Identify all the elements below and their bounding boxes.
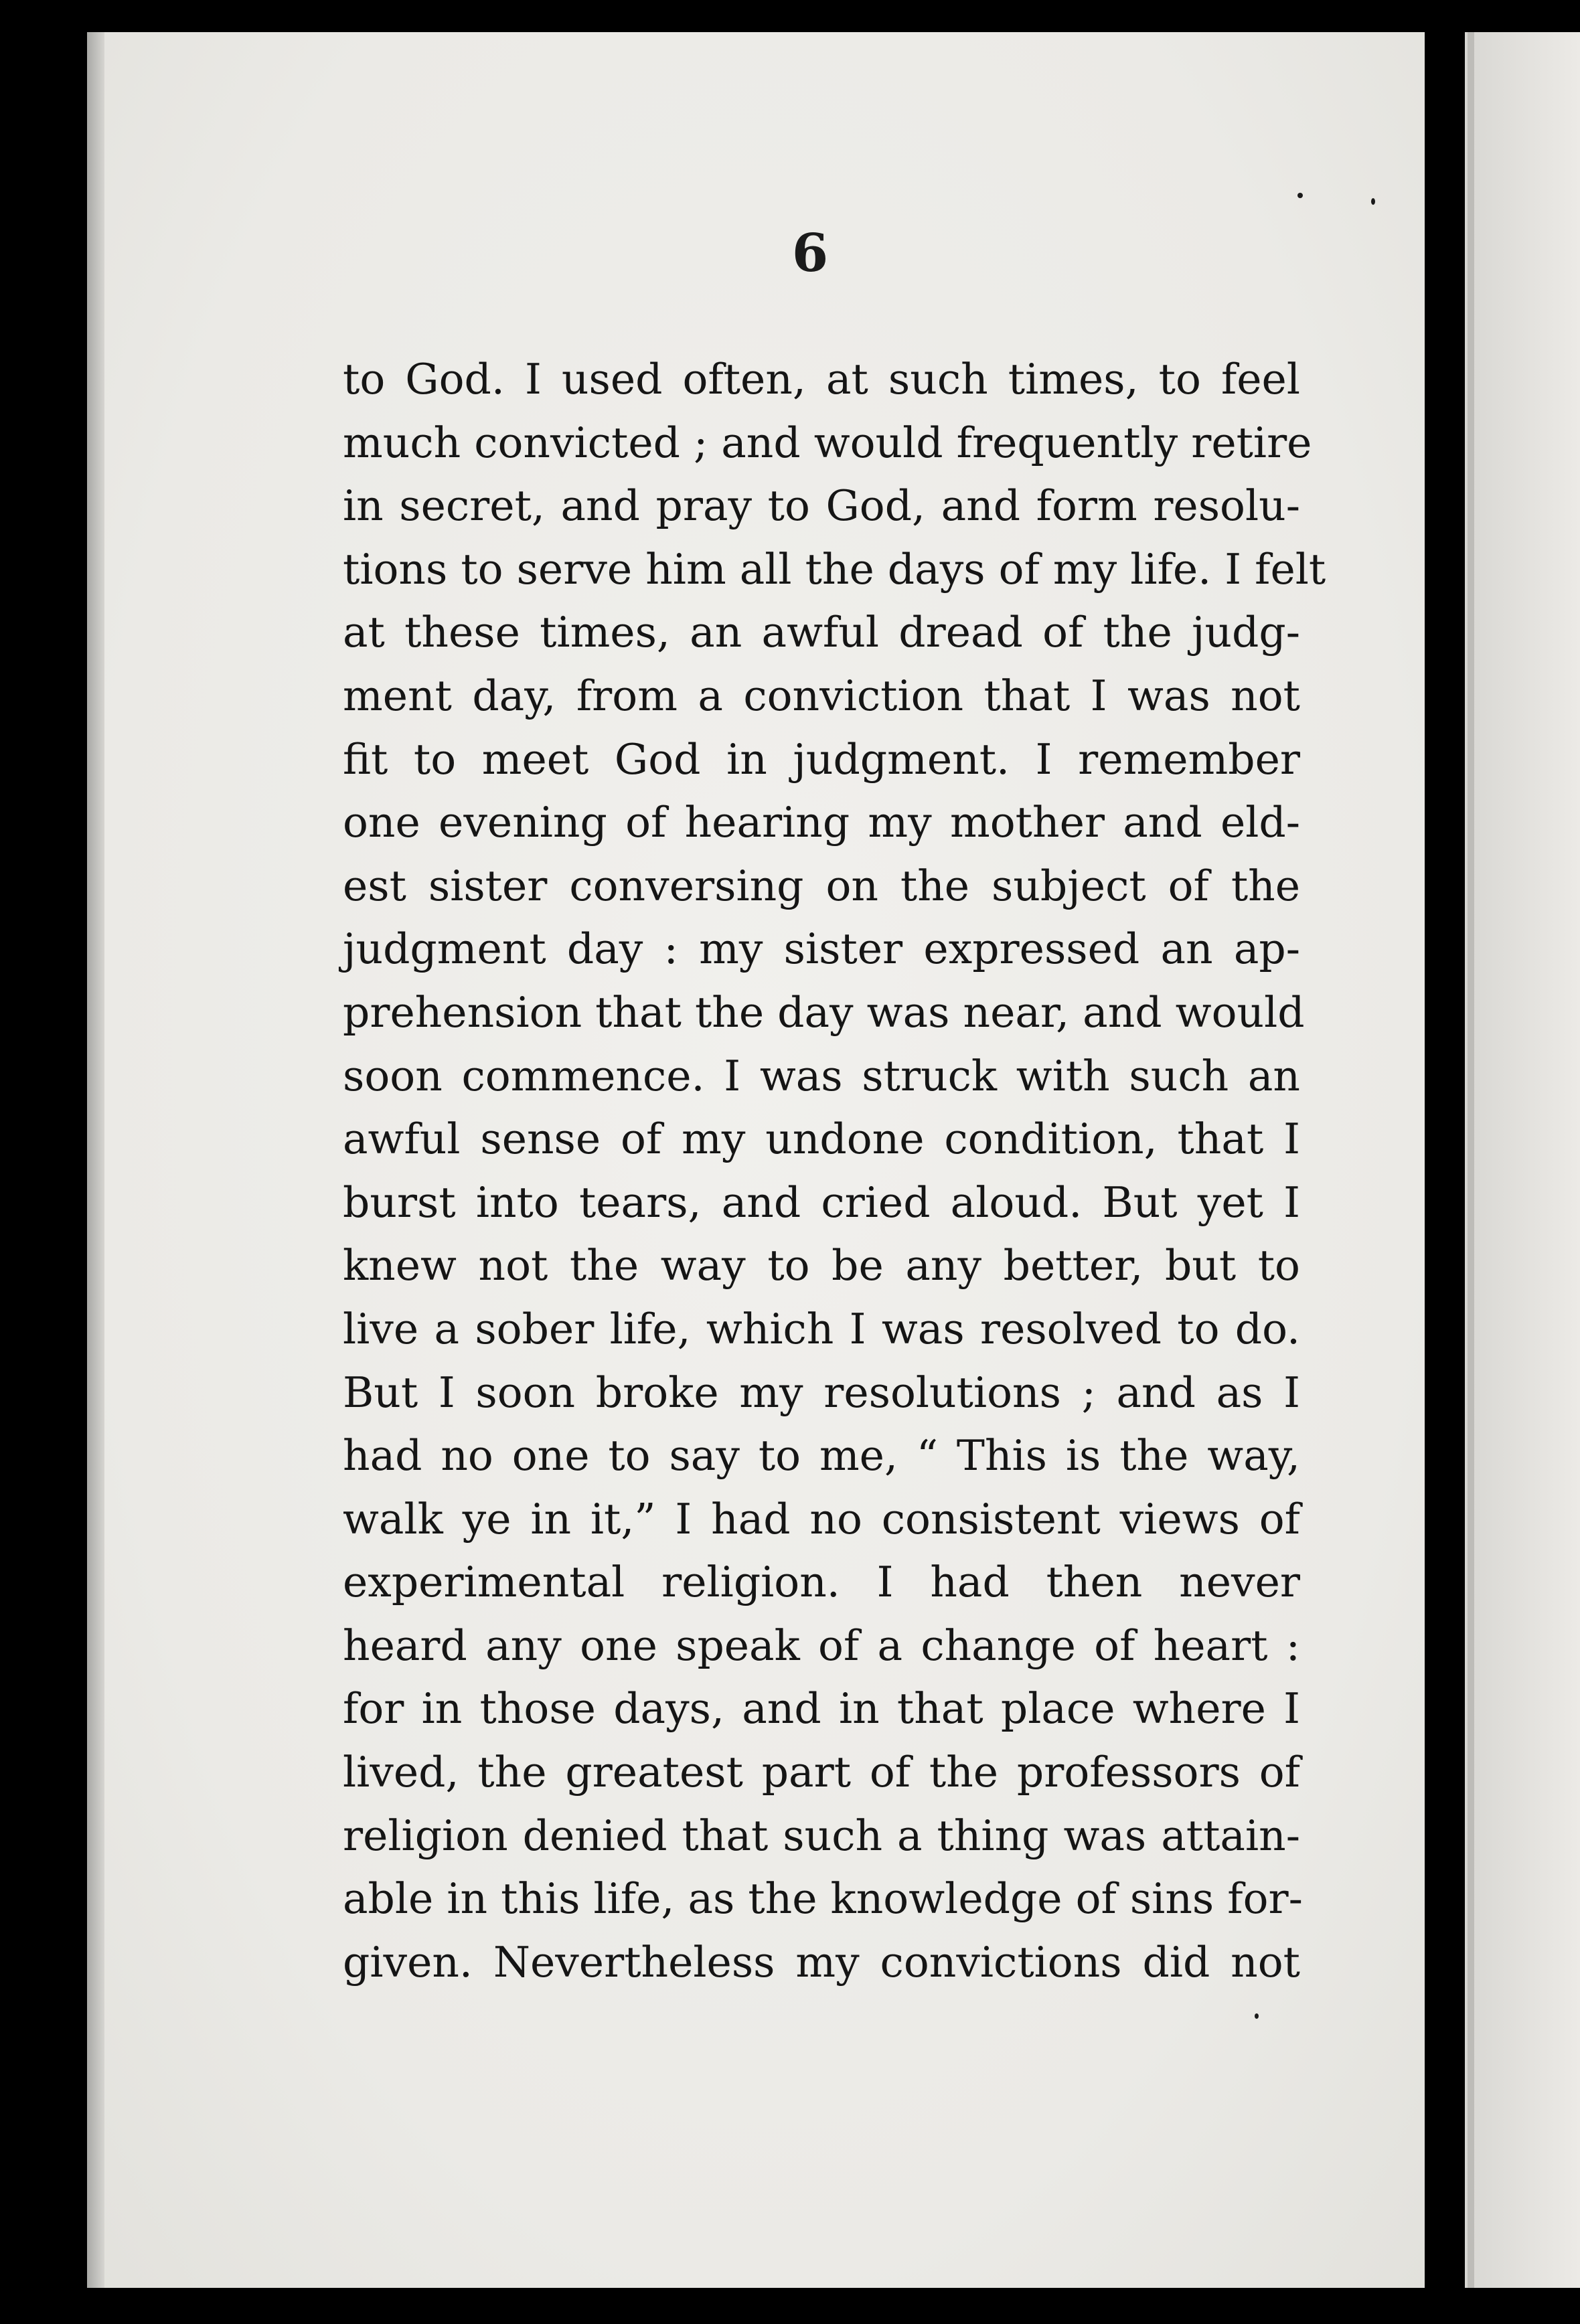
text-line: knew not the way to be any better, but to bbox=[343, 1241, 1300, 1291]
text-line: soon commence. I was struck with such an bbox=[343, 1051, 1300, 1100]
scan-bottom-border bbox=[0, 2288, 1580, 2324]
text-line: one evening of hearing my mother and eld- bbox=[343, 798, 1300, 847]
book-gutter bbox=[1425, 0, 1465, 2324]
text-line: burst into tears, and cried aloud. But yet I bbox=[343, 1177, 1300, 1227]
text-line: had no one to say to me, “ This is the way, bbox=[343, 1431, 1300, 1481]
text-line: But I soon broke my resolutions ; and as I bbox=[343, 1367, 1300, 1417]
text-line: lived, the greatest part of the professors of bbox=[343, 1748, 1300, 1797]
page-number: 6 bbox=[791, 223, 829, 284]
text-line: prehension that the day was near, and would bbox=[343, 987, 1305, 1037]
ink-speck bbox=[1255, 2013, 1259, 2019]
ink-speck bbox=[1371, 198, 1375, 205]
text-line: given. Nevertheless my convictions did not bbox=[343, 1937, 1300, 1987]
facing-page-fold bbox=[1468, 32, 1474, 2288]
text-line: heard any one speak of a change of heart : bbox=[343, 1621, 1300, 1670]
text-line: est sister conversing on the subject of the bbox=[343, 861, 1300, 910]
text-line: tions to serve him all the days of my life. I felt bbox=[343, 544, 1326, 594]
text-line: at these times, an awful dread of the judg- bbox=[343, 608, 1300, 657]
text-line: live a sober life, which I was resolved to do. bbox=[343, 1304, 1300, 1353]
text-line: walk ye in it,” I had no consistent views of bbox=[343, 1494, 1300, 1544]
text-line: in secret, and pray to God, and form resolu- bbox=[343, 481, 1300, 531]
text-line: experimental religion. I had then never bbox=[343, 1558, 1300, 1607]
scan-top-border bbox=[0, 0, 1580, 32]
ink-speck bbox=[1297, 193, 1303, 198]
text-line: fit to meet God in judgment. I remember bbox=[343, 734, 1300, 784]
body-text bbox=[343, 348, 1326, 1994]
text-line: to God. I used often, at such times, to feel bbox=[343, 355, 1300, 404]
text-line: ment day, from a conviction that I was not bbox=[343, 671, 1300, 720]
text-line: able in this life, as the knowledge of sins for- bbox=[343, 1874, 1303, 1924]
facing-page-edge bbox=[1465, 32, 1580, 2288]
text-line: judgment day : my sister expressed an ap- bbox=[343, 924, 1300, 974]
text-line: for in those days, and in that place where I bbox=[343, 1684, 1300, 1734]
page-left-edge-shadow bbox=[87, 32, 104, 2288]
text-line: much convicted ; and would frequently retire bbox=[343, 418, 1312, 467]
text-line: religion denied that such a thing was attain- bbox=[343, 1811, 1300, 1860]
text-line: awful sense of my undone condition, that I bbox=[343, 1114, 1300, 1164]
